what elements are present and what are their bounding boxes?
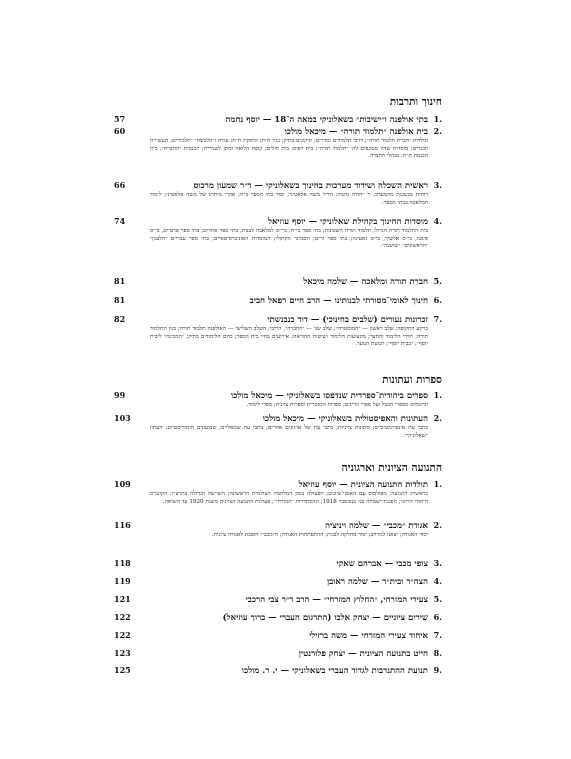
page-number: 118 (114, 558, 131, 568)
entry-index: 2. (433, 413, 442, 423)
page-number: 60 (114, 126, 126, 136)
entry-description: רוחות מנשבות מהמערב; ר׳ יהודה נחמה; הדיר משה אלאטיני; יסוד בתי הספר כ״ח; אחרי מיתתו של משה אלאטיני; לימוד המלאכה בבתי הספר. (150, 192, 428, 206)
entry-index: 5. (433, 276, 442, 286)
entry-description: יסוד האגודה; יצאנו למרחב; יסוד מחלקה לבנות; ההתפתחות האגודה; ה״מכבי״ הופכת לאגודה ציונית. (211, 532, 428, 538)
entry-title: צופי מכבי — אברהם שאקי (336, 559, 428, 569)
entry-title: חייט בתנועה הציונית — יצחק פלורנטין (298, 649, 428, 659)
page-number: 125 (114, 665, 131, 675)
entry-index: 2. (433, 126, 442, 136)
page-number: 123 (114, 648, 131, 658)
entry-title: זכרונות נעורים (שלבים בחינוכי) — דוד בנבנשתי (267, 315, 428, 325)
entry-title: תולדות התנועה הציונית — יוסף עוזיאל (298, 480, 428, 490)
page-number: 103 (114, 413, 131, 423)
entry-title: חינוך לאומי־מסורתי לבנותינו — הרב חיים רפאל חביב (249, 296, 428, 306)
section-heading: התנועה הציונית וארגוניה (341, 462, 442, 474)
entry-index: 5. (433, 594, 442, 604)
entry-title: העתונות והאפיסטולית בשאלוניקי — מיכאל מולכו (262, 414, 428, 424)
entry-title: ראשית השכלה ושידוד מערכות בחינוך בשאלוניקי — ד״ר שמעון מרכוס (193, 181, 428, 191)
page-number: 99 (114, 390, 126, 400)
entry-index: 2. (433, 520, 442, 530)
entry-index: 1. (433, 114, 442, 124)
entry-description: בית התלמוד תורה הגדול; תלמוד תורה השכונות; בתי ספר כי״ח; ביי״ס למלאכה לבנות; בתי ספר אחרים; בתי ספר פרטיים, בי״ס פינטו, בי״ס אלשיך, בי״ס גאטיניו; בתי ספר זרים; הסמינר הקתולי; המוסדות האוניברסיטאיים; בתי ספר עבריים ״הלבנון״ ״הראשונים״ ״שושנה״. (150, 228, 428, 250)
entry-title: שירים ציוניים — יצחק אלבו (התרגום העברי — ברוך עוזיאל) (222, 613, 428, 623)
section-heading: ספרות ועתונות (382, 374, 442, 386)
page-number: 81 (114, 276, 126, 286)
entry-title: צעירי המזרחי, ״החלוץ המזרחי״ — הרב ד״ר צבי הרכבי (245, 595, 428, 605)
entry-description: תולדות ״חברת תלמוד תורה״; דרכי תלמידים וסדרים; תיקונים בתיק; בנין ת״ת; התוקת ת״ת; עזרה ו״הלבשה״ ״תלמידים; תעשייית הבגדים; מוסדות שהיו מסונפים לה׳ ״תלמוד תורה״: בית דפוס; בית חולים; קופת הלואה ומתן לשמירה; הכנסות ״החברה״; בית הכנסת ת״ת; מנהלי החברה. (150, 138, 428, 160)
entry-title: חברת תורה ומלאכה — שלמה מיכאל (303, 277, 428, 287)
page-number: 66 (114, 180, 126, 190)
entry-title: הצה״ר ובית״ר — שלמה ראובן (326, 577, 428, 587)
entry-description: כתבי עת אינפורמטיביים; סתונות ציוניות; כתבי עת של ארגונים אחרים; כתבי עת שמאליים; שבועונים הומוריסטיים; העתון ״שאלוניקי״. (150, 425, 428, 439)
entry-index: 7. (433, 314, 442, 324)
entry-index: 6. (433, 612, 442, 622)
entry-index: 1. (433, 390, 442, 400)
section-heading: חינוך ותרבות (389, 96, 442, 108)
entry-description: תרגומים מספרי הבבל ועל ספרי הדינים; ספרות המוסרית וספרות ציונית; ספרי לימוד. (246, 402, 428, 408)
page-number: 121 (114, 594, 131, 604)
page-number: 74 (114, 216, 126, 226)
entry-title: בתי אולפנה ו״ישיבות״ בשאלוניקי במאה ה־18 — יוסף נחמה (225, 115, 428, 125)
entry-index: 4. (433, 216, 442, 226)
entry-title: בית אולפנה ״תלמוד תורה״ — מיכאל מולכו (284, 127, 428, 137)
page-number: 57 (114, 114, 126, 124)
entry-description: בראשית התנועה; מפולמוס עם האנטי־ציונים; הפעולה בזמן המלחמה העולמית הראשונה; השרשה הגדולה בתרצ״ו; הקונגרס היהודי הרוזני; הפגנת״ישמחה בב׳ בנובמבר 1918; ההסתדרות ״המזרחי״; פעולות התנועה הציונית משנת 1920 עד השואה. (150, 491, 428, 505)
entry-index: 3. (433, 558, 442, 568)
entry-title: איחוד צעירי המזרחי — משה ברזילי (309, 631, 428, 641)
entry-index: 6. (433, 295, 442, 305)
page-number: 81 (114, 295, 126, 305)
entry-index: 1. (433, 479, 442, 489)
entry-index: 9. (433, 665, 442, 675)
page-number: 116 (114, 520, 131, 530)
page-number: 109 (114, 479, 131, 489)
entry-index: 4. (433, 576, 442, 586)
entry-title: ספרים ביהודית־ספרדית שנדפסו בשאלוניקי — מיכאל מולכו (230, 391, 428, 401)
entry-title: אגודת ״מכבי״ — שלמה ויניציה (325, 521, 428, 531)
entry-index: 3. (433, 180, 442, 190)
entry-title: תנועת ההתנדבות לגדוד העברי בשאלוניקי — י. ר. מולכו (241, 666, 428, 676)
page-number: 122 (114, 612, 131, 622)
entry-index: 7. (433, 630, 442, 640)
entry-index: 8. (433, 648, 442, 658)
entry-description: ברקע התקופה; שלב ראשון — ״המוסטרה״; שלב שני — ״החברה״, הרובי; השלב השלישי — האולפנה תלמוד תורה; בנין התלמוד תורה; חדרי הלימוד והחצר; מקצועות הלימוד ושיטות ההוראה; אירועים בחיי בית הספר; סיום הלימודים בתיק; ״המכינה״ ליבית יוסף״; ״בבית יוסף״; תנועת הנוער. (150, 326, 428, 348)
entry-title: מוסדות החינוך בקהילת שאלוניקי — יוסף עוזיאל (268, 217, 428, 227)
page-number: 119 (114, 576, 131, 586)
page-number: 82 (114, 314, 126, 324)
page-number: 122 (114, 630, 131, 640)
